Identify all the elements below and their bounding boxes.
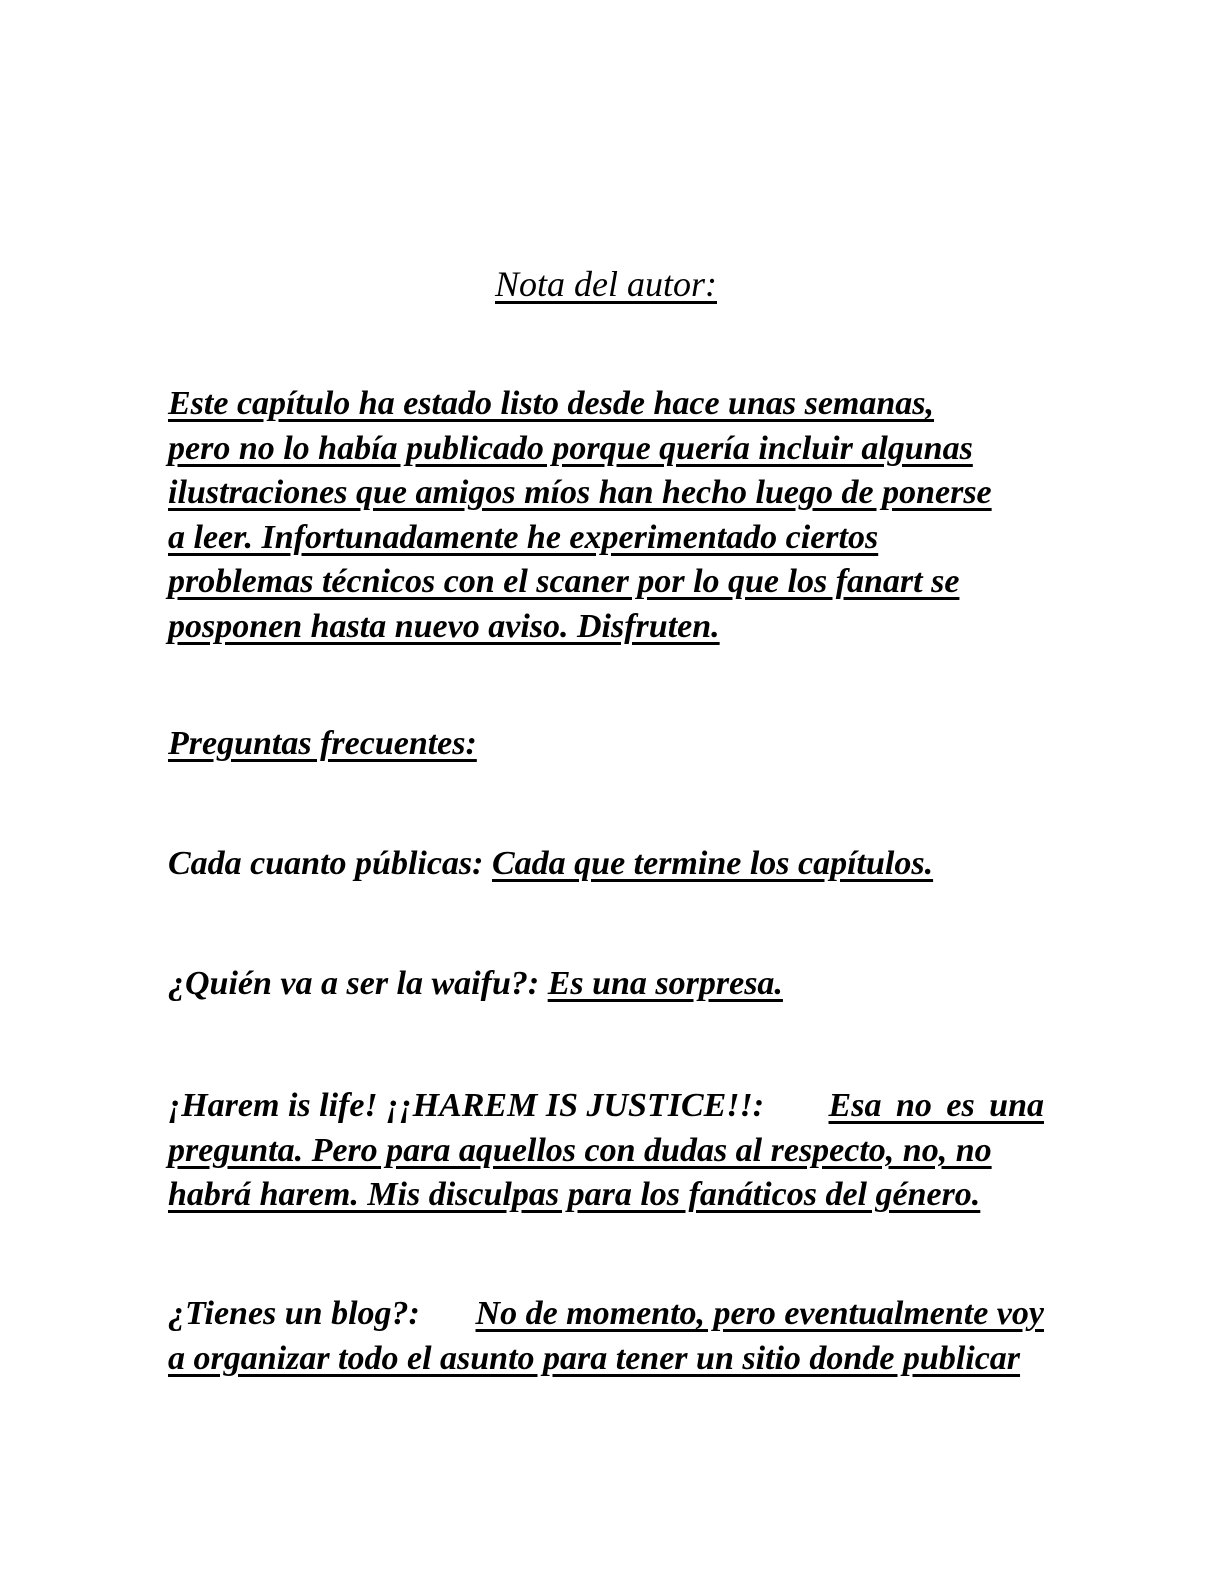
faq-item [168, 1292, 1044, 1381]
faq-heading: Preguntas frecuentes: [168, 725, 477, 762]
faq-item [168, 1084, 1044, 1218]
faq-answer: No de momento, pero eventualmente voy [475, 1295, 1044, 1332]
faq-question: ¿Quién va a ser la waifu?: [168, 965, 540, 1002]
intro-line: a leer. Infortunadamente he experimentado ciertos [168, 518, 879, 556]
intro-line: problemas técnicos con el scaner por lo que los fanart se [168, 563, 960, 601]
faq-item [168, 842, 1044, 887]
faq-question: ¡Harem is life! ¡¡HAREM IS JUSTICE!!: [168, 1087, 765, 1124]
intro-line: ilustraciones que amigos míos han hecho luego de ponerse [168, 474, 992, 512]
faq-question: ¿Tienes un blog?: [168, 1295, 420, 1332]
faq-answer: a organizar todo el asunto para tener un sitio donde publicar [168, 1339, 1021, 1377]
intro-paragraph [168, 382, 1044, 650]
page-title: Nota del autor: [495, 264, 717, 304]
intro-line: Este capítulo ha estado listo desde hace unas semanas, [168, 385, 934, 422]
faq-answer: Cada que termine los capítulos. [491, 845, 934, 882]
faq-first-line [168, 1292, 1044, 1337]
faq-first-line [168, 1084, 1044, 1129]
faq-answer: pregunta. Pero para aquellos con dudas al respecto, no, no [168, 1131, 992, 1169]
faq-question: Cada cuanto públicas: [168, 845, 484, 882]
intro-line: posponen hasta nuevo aviso. Disfruten. [168, 607, 720, 645]
intro-line: pero no lo había publicado porque quería incluir algunas [168, 429, 973, 467]
faq-item [168, 962, 1044, 1007]
faq-answer: Esa no es una [828, 1087, 1044, 1124]
faq-answer: Es una sorpresa. [547, 965, 783, 1002]
faq-answer: habrá harem. Mis disculpas para los fanáticos del género. [168, 1176, 981, 1214]
